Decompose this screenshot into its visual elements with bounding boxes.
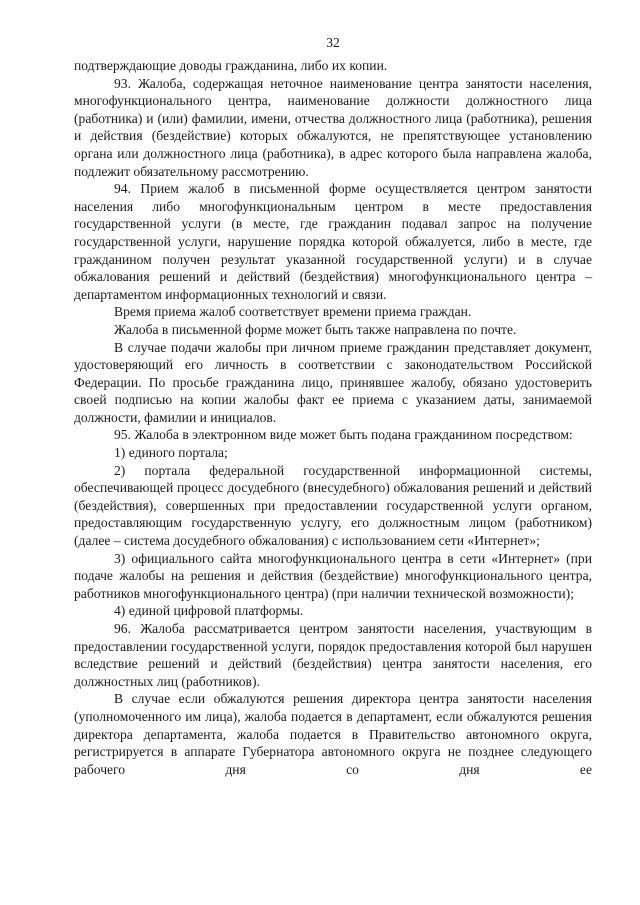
list-item-4: 4) единой цифровой платформы.	[114, 603, 304, 619]
paragraph-94: 94. Прием жалоб в письменной форме осуществляется центром занятости населения либо многофункциональным центром в месте предоставления государственной услуги (в месте, где гражданин подавал запрос на получение государственной услуги, нарушение порядка которой обжалуется, либо в месте, где гражданином получен результат указанной государственной услуги) и в случае обжалования решений и действий (бездействия) многофункционального центра – департаментом информационных технологий и связи.	[74, 181, 592, 302]
paragraph-95: 95. Жалоба в электронном виде может быть подана гражданином посредством:	[114, 427, 573, 443]
list-item-1: 1) единого портала;	[114, 445, 228, 461]
paragraph-mail: Жалоба в письменной форме может быть также направлена по почте.	[114, 321, 517, 337]
paragraph-reception-time: Время приема жалоб соответствует времени приема граждан.	[114, 304, 472, 320]
paragraph-continuation: подтверждающие доводы гражданина, либо их копии.	[74, 58, 388, 73]
page-number: 32	[326, 35, 340, 50]
document-body	[74, 57, 592, 778]
list-item-3: 3) официального сайта многофункционального центра в сети «Интернет» (при подаче жалобы на решения и действия (бездействие) многофункционального центра, работников многофункционального центра) (при наличии технической возможности);	[74, 550, 592, 601]
list-item-2: 2) портала федеральной государственной информационной системы, обеспечивающей процесс досудебного (внесудебного) обжалования решений и действий (бездействия), совершенных при предоставлении государственной услуги органом, предоставляющим государственную услугу, его должностным лицом (работником) (далее – система досудебного обжалования) с использованием сети «Интернет»;	[74, 462, 592, 549]
paragraph-96: 96. Жалоба рассматривается центром занятости населения, участвующим в предоставлении государственной услуги, порядок предоставления которой был нарушен вследствие решений и действий (бездействия) центра занятости населения, его должностных лиц (работников).	[74, 621, 592, 689]
paragraph-93: 93. Жалоба, содержащая неточное наименование центра занятости населения, многофункционального центра, наименование должности должностного лица (работника) и (или) фамилии, имени, отчества должностного лица (работника), решения и действия (бездействие) которых обжалуются, не препятствующее установлению органа или должностного лица (работника), в адрес которого была направлена жалоба, подлежит обязательному рассмотрению.	[74, 75, 592, 179]
paragraph-director-complaint: В случае если обжалуются решения директора центра занятости населения (уполномоченного им лица), жалоба подается в департамент, если обжалуются решения директора департамента, жалоба подается в Правительство автономного округа, регистрируется в аппарате Губернатора автономного округа не позднее следующего рабочего дня со дня ее	[74, 691, 592, 777]
paragraph-personal-reception: В случае подачи жалобы при личном приеме гражданин представляет документ, удостоверяющий его личность в соответствии с законодательством Российской Федерации. По просьбе гражданина лицо, принявшее жалобу, обязано удостоверить своей подписью на копии жалобы факт ее приема с указанием даты, занимаемой должности, фамилии и инициалов.	[74, 339, 592, 425]
